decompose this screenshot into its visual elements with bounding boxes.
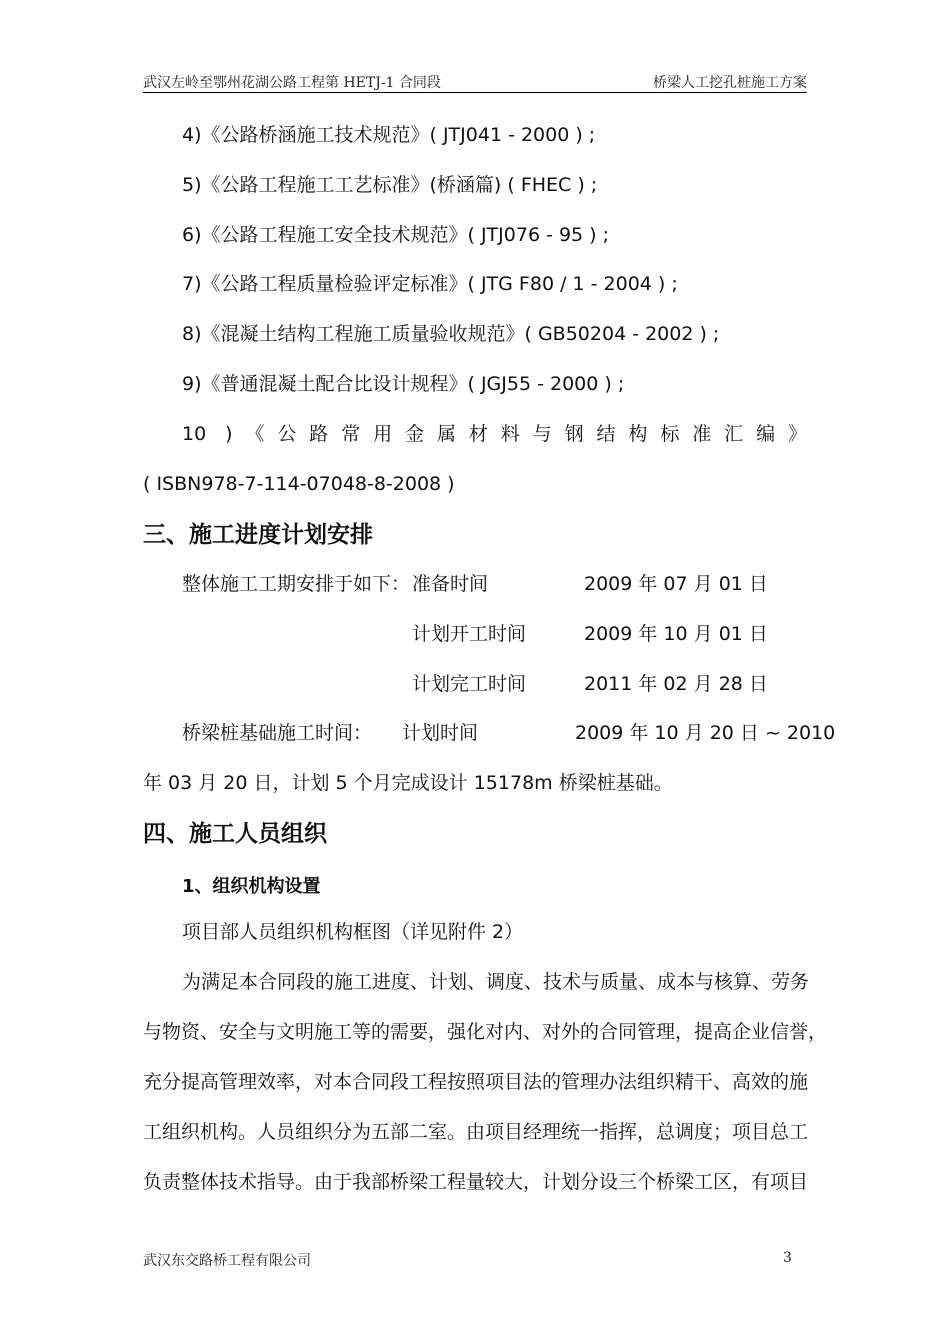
pile-schedule-range: 2009 年 10 月 20 日 ~ 2010 bbox=[575, 722, 836, 744]
schedule-date: 2009 年 07 月 01 日 bbox=[584, 573, 768, 595]
paragraph-line: 充分提高管理效率，对本合同段工程按照项目法的管理办法组织精干、高效的施 bbox=[143, 1071, 809, 1093]
reference-item: 7)《公路工程质量检验评定标准》( JTG F80 / 1 - 2004 ) ; bbox=[182, 273, 678, 295]
schedule-label: 准备时间 bbox=[412, 573, 489, 595]
reference-item-10: 10 )《公路常用金属材料与钢结构标准汇编》 bbox=[182, 423, 807, 445]
section-3-heading: 三、施工进度计划安排 bbox=[143, 522, 373, 548]
schedule-label: 计划开工时间 bbox=[412, 623, 527, 645]
paragraph-line: 与物资、安全与文明施工等的需要，强化对内、对外的合同管理，提高企业信誉， bbox=[143, 1021, 828, 1043]
header-divider bbox=[143, 92, 807, 93]
paragraph-line: 为满足本合同段的施工进度、计划、调度、技术与质量、成本与核算、劳务 bbox=[182, 971, 810, 993]
reference-item: 9)《普通混凝土配合比设计规程》( JGJ55 - 2000 ) ; bbox=[182, 373, 625, 395]
paragraph: 项目部人员组织机构框图（详见附件 2） bbox=[182, 921, 524, 943]
header-left: 武汉左岭至鄂州花湖公路工程第 HETJ-1 合同段 bbox=[143, 75, 441, 91]
page-number: 3 bbox=[783, 1250, 792, 1266]
subsection-heading: 1、组织机构设置 bbox=[182, 876, 321, 897]
paragraph-line: 工组织机构。人员组织分为五部二室。由项目经理统一指挥，总调度；项目总工 bbox=[143, 1121, 809, 1143]
schedule-intro: 整体施工工期安排于如下： bbox=[182, 573, 411, 595]
reference-item: 5)《公路工程施工工艺标准》(桥涵篇) ( FHEC ) ; bbox=[182, 174, 598, 196]
header-right: 桥梁人工挖孔桩施工方案 bbox=[653, 75, 807, 91]
schedule-label: 计划完工时间 bbox=[412, 673, 527, 695]
schedule-date: 2009 年 10 月 01 日 bbox=[584, 623, 768, 645]
pile-schedule-plan: 计划时间 bbox=[402, 722, 479, 744]
reference-item: 4)《公路桥涵施工技术规范》( JTJ041 - 2000 ) ; bbox=[182, 124, 596, 146]
reference-item: 8)《混凝土结构工程施工质量验收规范》( GB50204 - 2002 ) ; bbox=[182, 323, 720, 345]
pile-schedule-label: 桥梁桩基础施工时间： bbox=[182, 722, 373, 744]
schedule-date: 2011 年 02 月 28 日 bbox=[584, 673, 768, 695]
section-4-heading: 四、施工人员组织 bbox=[143, 821, 327, 847]
reference-item-10-isbn: ( ISBN978-7-114-07048-8-2008 ) bbox=[143, 473, 455, 495]
reference-item: 6)《公路工程施工安全技术规范》( JTJ076 - 95 ) ; bbox=[182, 224, 610, 246]
paragraph-line: 负责整体技术指导。由于我部桥梁工程量较大，计划分设三个桥梁工区，有项目 bbox=[143, 1171, 809, 1193]
pile-schedule-continuation: 年 03 月 20 日，计划 5 个月完成设计 15178m 桥梁桩基础。 bbox=[143, 772, 673, 794]
footer-company: 武汉东交路桥工程有限公司 bbox=[143, 1253, 311, 1269]
